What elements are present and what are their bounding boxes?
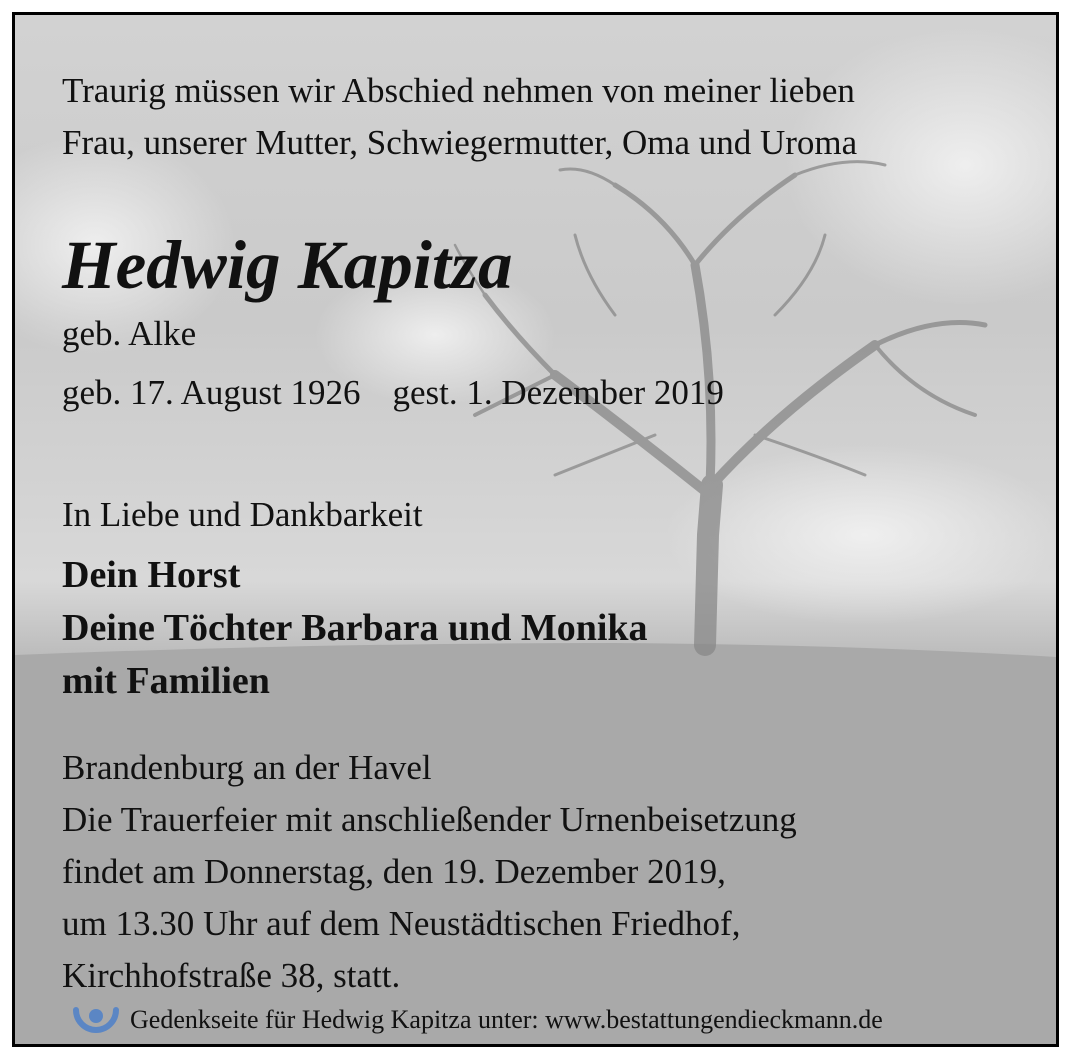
death-date: gest. 1. Dezember 2019 bbox=[392, 373, 724, 412]
obituary-card bbox=[12, 12, 1059, 1047]
family-line: Dein Horst bbox=[62, 554, 241, 596]
service-details bbox=[62, 742, 797, 1002]
intro-line: Traurig müssen wir Abschied nehmen von meiner lieben bbox=[62, 71, 855, 110]
memorial-page-footer[interactable] bbox=[70, 995, 883, 1045]
service-line: findet am Donnerstag, den 19. Dezember 2019, bbox=[62, 852, 726, 891]
service-line: Kirchhofstraße 38, statt. bbox=[62, 956, 401, 995]
family-signatures bbox=[62, 549, 648, 708]
deceased-name: Hedwig Kapitza bbox=[62, 227, 513, 303]
closing-phrase: In Liebe und Dankbarkeit bbox=[62, 495, 423, 534]
intro-line: Frau, unserer Mutter, Schwiegermutter, Oma und Uroma bbox=[62, 123, 858, 162]
service-line: Brandenburg an der Havel bbox=[62, 748, 432, 787]
intro-text bbox=[62, 65, 857, 169]
family-line: mit Familien bbox=[62, 660, 270, 702]
birth-date: geb. 17. August 1926 bbox=[62, 373, 361, 412]
maiden-name: geb. Alke bbox=[62, 314, 197, 353]
service-line: Die Trauerfeier mit anschließender Urnenbeisetzung bbox=[62, 800, 797, 839]
life-dates bbox=[62, 371, 724, 415]
memorial-page-link[interactable]: Gedenkseite für Hedwig Kapitza unter: www.bestattungendieckmann.de bbox=[130, 1005, 883, 1034]
memorial-logo-icon bbox=[70, 996, 122, 1044]
service-line: um 13.30 Uhr auf dem Neustädtischen Friedhof, bbox=[62, 904, 741, 943]
family-line: Deine Töchter Barbara und Monika bbox=[62, 607, 648, 649]
